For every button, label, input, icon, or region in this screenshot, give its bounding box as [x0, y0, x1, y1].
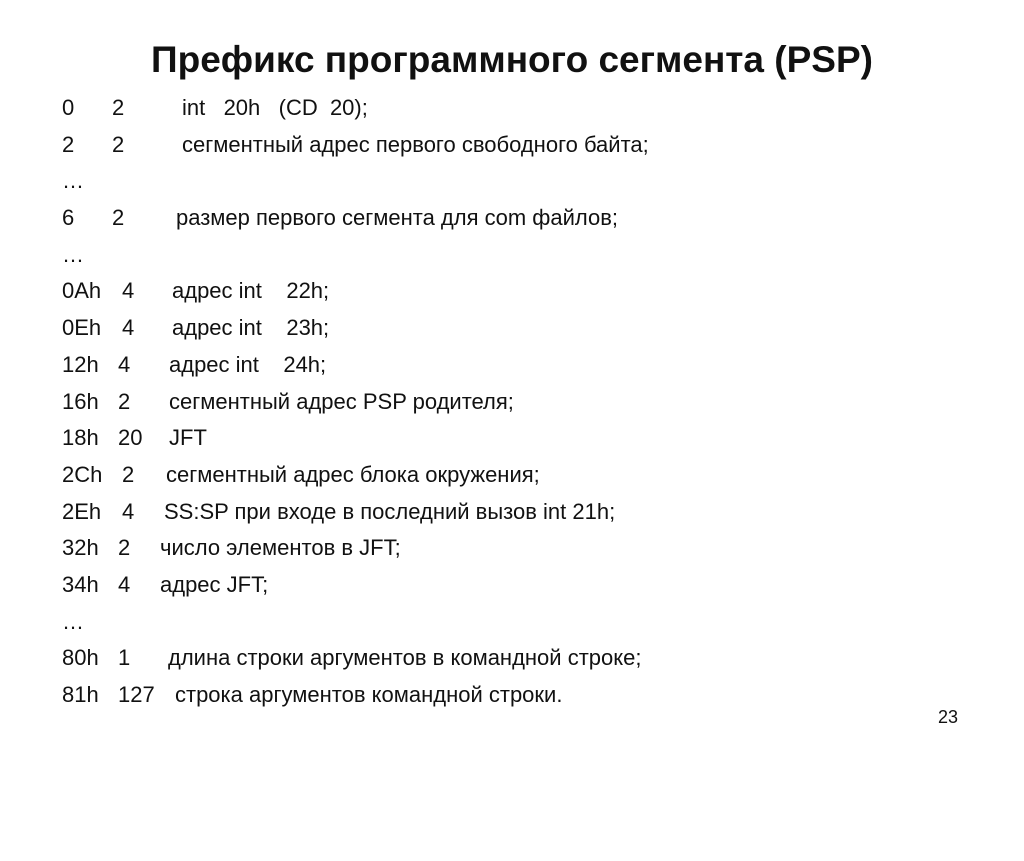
field-description: строка аргументов командной строки.: [175, 682, 563, 707]
field-offset: 16h: [62, 388, 99, 414]
psp-field-row: [62, 200, 982, 237]
psp-field-row: [62, 604, 982, 641]
field-length: 2: [112, 205, 125, 231]
psp-field-list: [62, 90, 982, 714]
psp-field-row: [62, 640, 982, 677]
slide-title: Префикс программного сегмента (PSP): [151, 39, 873, 80]
psp-field-row: [62, 677, 982, 714]
field-description: размер первого сегмента для com файлов;: [176, 205, 619, 231]
field-description: сегментный адрес PSP родителя;: [169, 388, 514, 414]
field-offset: 34h: [62, 571, 99, 597]
field-length: 2: [112, 131, 125, 157]
field-offset: 80h: [62, 645, 99, 671]
field-description: JFT: [169, 425, 207, 451]
field-description: адрес JFT;: [160, 571, 269, 597]
psp-field-row: [62, 273, 982, 310]
field-length: 4: [118, 351, 131, 377]
field-offset: 0: [62, 95, 75, 120]
field-offset: 18h: [62, 425, 99, 451]
field-length: 2: [118, 535, 131, 561]
field-description: SS:SP при входе в последний вызов int 21h;: [164, 498, 616, 524]
psp-field-row: [62, 384, 982, 421]
field-description: длина строки аргументов в командной строке;: [168, 645, 642, 671]
field-description: int 20h (CD 20);: [182, 95, 368, 120]
psp-field-row: [62, 127, 982, 164]
field-offset: …: [62, 241, 84, 267]
psp-field-row: [62, 530, 982, 567]
psp-field-row: [62, 420, 982, 457]
psp-field-row: [62, 90, 982, 127]
field-offset: 2Ch: [62, 461, 103, 487]
field-length: 4: [122, 315, 135, 341]
field-length: 4: [122, 498, 135, 524]
field-offset: 6: [62, 205, 75, 231]
psp-field-row: [62, 567, 982, 604]
field-length: 4: [122, 278, 135, 304]
field-description: адрес int 23h;: [172, 315, 330, 341]
psp-field-row: [62, 494, 982, 531]
psp-field-row: [62, 347, 982, 384]
field-length: 2: [112, 95, 125, 120]
field-offset: 0Ah: [62, 278, 102, 304]
field-description: адрес int 24h;: [169, 351, 327, 377]
field-length: 1: [118, 645, 131, 671]
field-offset: 32h: [62, 535, 99, 561]
field-offset: 0Eh: [62, 315, 102, 341]
field-offset: …: [62, 168, 84, 194]
psp-field-row: [62, 457, 982, 494]
field-offset: 12h: [62, 351, 99, 377]
field-offset: …: [62, 608, 84, 634]
field-length: 127: [118, 682, 155, 707]
field-offset: 2Eh: [62, 498, 102, 524]
field-description: адрес int 22h;: [172, 278, 330, 304]
field-offset: 2: [62, 131, 75, 157]
field-length: 2: [122, 461, 135, 487]
psp-field-row: [62, 163, 982, 200]
page-number: 23: [938, 707, 959, 727]
field-description: сегментный адрес блока окружения;: [166, 461, 540, 487]
field-length: 4: [118, 571, 131, 597]
psp-field-row: [62, 310, 982, 347]
field-description: сегментный адрес первого свободного байта;: [182, 131, 649, 157]
psp-field-row: [62, 237, 982, 274]
field-length: 20: [118, 425, 143, 451]
field-description: число элементов в JFT;: [160, 535, 401, 561]
field-offset: 81h: [62, 682, 99, 707]
field-length: 2: [118, 388, 131, 414]
